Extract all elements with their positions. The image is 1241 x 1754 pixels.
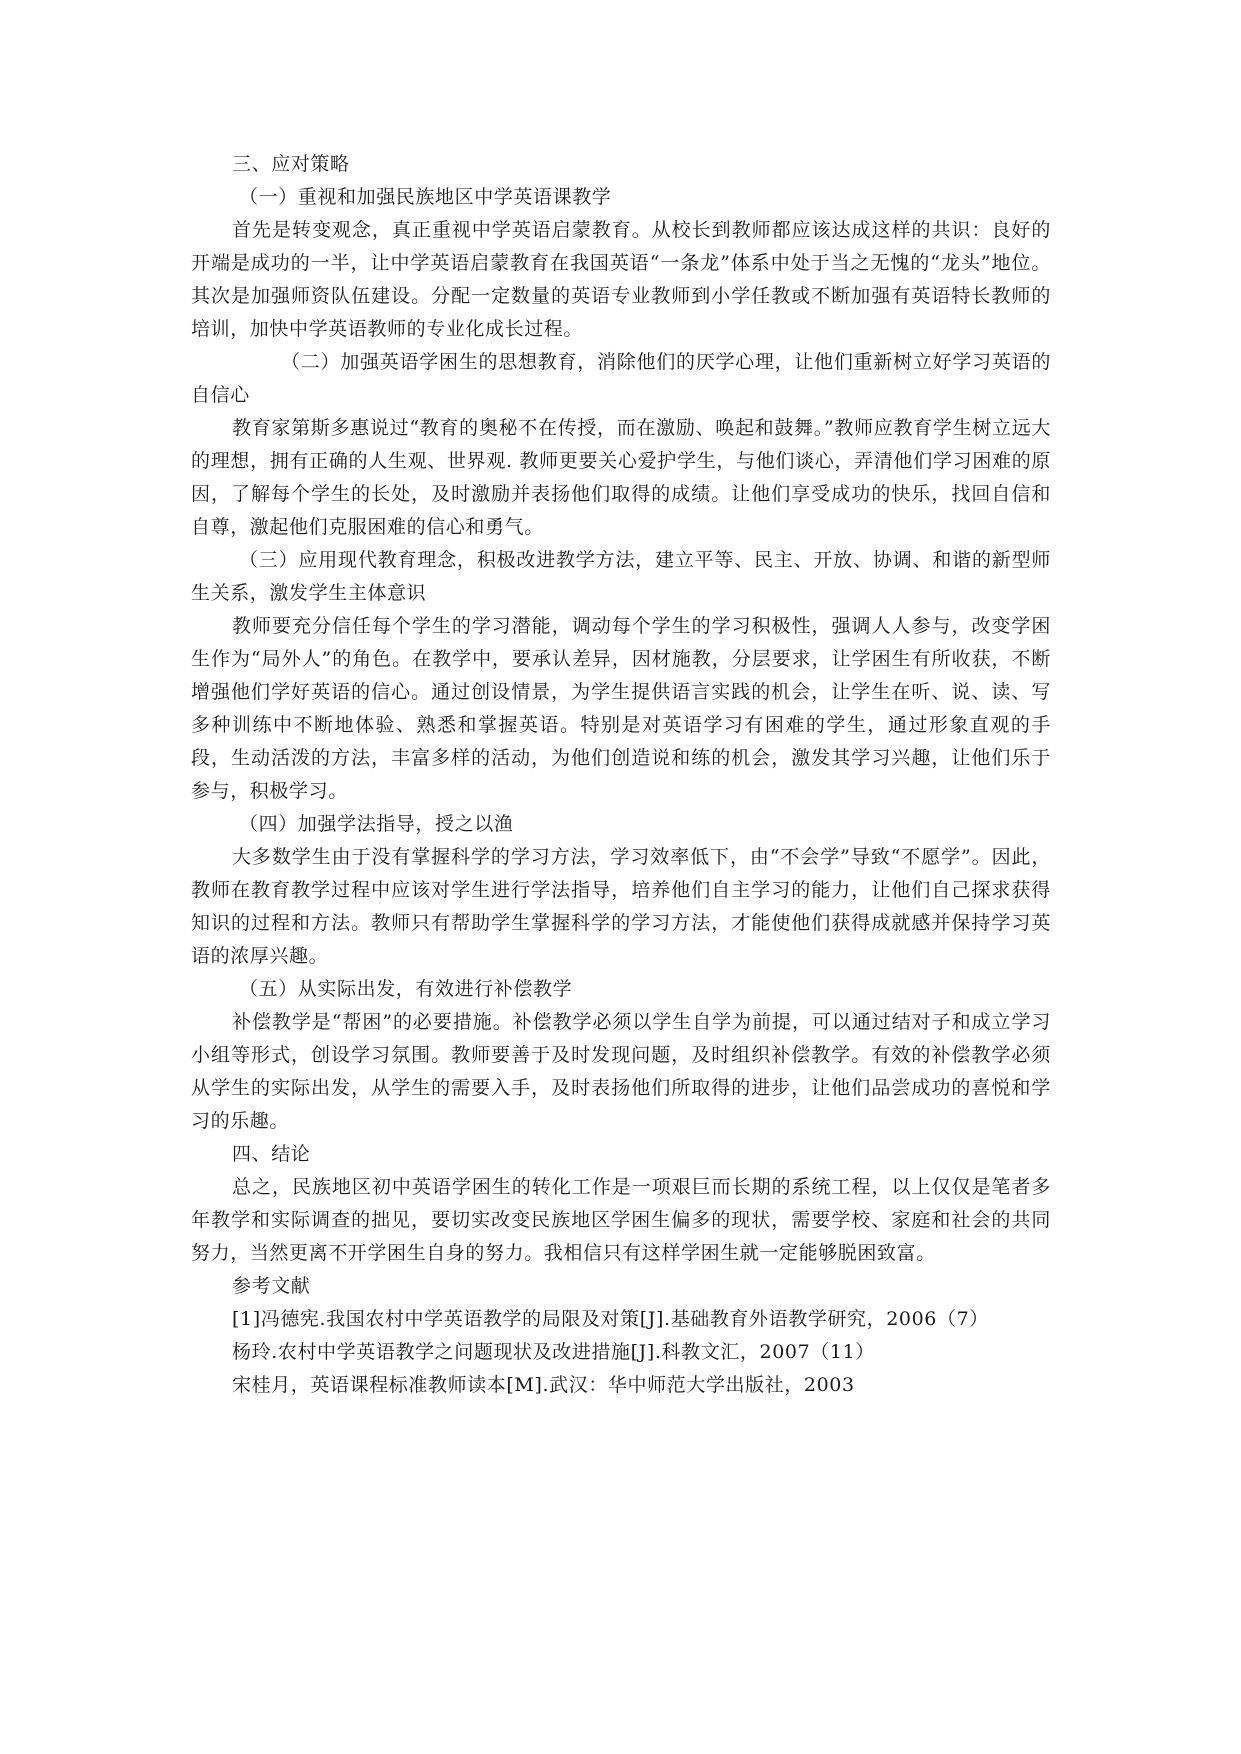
paragraph: 教师要充分信任每个学生的学习潜能，调动每个学生的学习积极性，强调人人参与，改变学困生作为“局外人”的角色。在教学中，要承认差异，因材施教，分层要求，让学困生有所收获，不断增强他们学好英语的信心。通过创设情景，为学生提供语言实践的机会，让学生在听、说、读、写多种训练中不断地体验、熟悉和掌握英语。特别是对英语学习有困难的学生，通过形象直观的手段，生动活泼的方法，丰富多样的活动，为他们创造说和练的机会，激发其学习兴趣，让他们乐于参与，积极学习。 (191, 615, 1051, 802)
references-heading: 参考文献 (232, 1275, 311, 1297)
paragraph: 总之，民族地区初中英语学困生的转化工作是一项艰巨而长期的系统工程，以上仅仅是笔者多年教学和实际调查的拙见，要切实改变民族地区学困生偏多的现状，需要学校、家庭和社会的共同努力，当然更离不开学困生自身的努力。我相信只有这样学困生就一定能够脱困致富。 (191, 1176, 1051, 1264)
paragraph: 大多数学生由于没有掌握科学的学习方法，学习效率低下，由“不会学”导致“不愿学”。因此，教师在教育教学过程中应该对学生进行学法指导，培养他们自主学习的能力，让他们自己探求获得知识的过程和方法。教师只有帮助学生掌握科学的学习方法，才能使他们获得成就感并保持学习英语的浓厚兴趣。 (191, 846, 1051, 967)
paragraph: 补偿教学是“帮困”的必要措施。补偿教学必须以学生自学为前提，可以通过结对子和成立学习小组等形式，创设学习氛围。教师要善于及时发现问题，及时组织补偿教学。有效的补偿教学必须从学生的实际出发，从学生的需要入手，及时表扬他们所取得的进步，让他们品尝成功的喜悦和学习的乐趣。 (191, 1011, 1051, 1132)
paragraph: 教育家第斯多惠说过“教育的奥秘不在传授，而在激励、唤起和鼓舞。”教师应教育学生树立远大的理想，拥有正确的人生观、世界观. 教师更要关心爱护学生，与他们谈心，弄清他们学习困难的原因，了解每个学生的长处，及时激励并表扬他们取得的成绩。让他们享受成功的快乐，找回自信和自尊，激起他们克服困难的信心和勇气。 (191, 417, 1051, 538)
reference-item: 宋桂月，英语课程标准教师读本[M].武汉：华中师范大学出版社，2003 (232, 1374, 855, 1396)
section-heading: 四、结论 (232, 1143, 311, 1165)
reference-item: 杨玲.农村中学英语教学之问题现状及改进措施[J].科教文汇，2007（11） (232, 1341, 875, 1363)
subsection-heading: （五）从实际出发，有效进行补偿教学 (239, 978, 573, 1000)
subsection-heading: （四）加强学法指导，授之以渔 (239, 813, 514, 835)
subsection-heading: （三）应用现代教育理念，积极改进教学方法，建立平等、民主、开放、协调、和谐的新型师生关系，激发学生主体意识 (191, 549, 1051, 604)
section-heading: 三、应对策略 (232, 153, 350, 175)
subsection-heading: （一）重视和加强民族地区中学英语课教学 (239, 186, 612, 208)
reference-item: [1]冯德宪.我国农村中学英语教学的局限及对策[J].基础教育外语教学研究，2006（7） (232, 1308, 989, 1330)
document-body (191, 148, 1051, 1402)
paragraph: 首先是转变观念，真正重视中学英语启蒙教育。从校长到教师都应该达成这样的共识：良好的开端是成功的一半，让中学英语启蒙教育在我国英语“一条龙”体系中处于当之无愧的“龙头”地位。其次是加强师资队伍建设。分配一定数量的英语专业教师到小学任教或不断加强有英语特长教师的培训，加快中学英语教师的专业化成长过程。 (191, 219, 1051, 340)
subsection-heading: （二）加强英语学困生的思想教育，消除他们的厌学心理，让他们重新树立好学习英语的自信心 (191, 351, 1051, 406)
